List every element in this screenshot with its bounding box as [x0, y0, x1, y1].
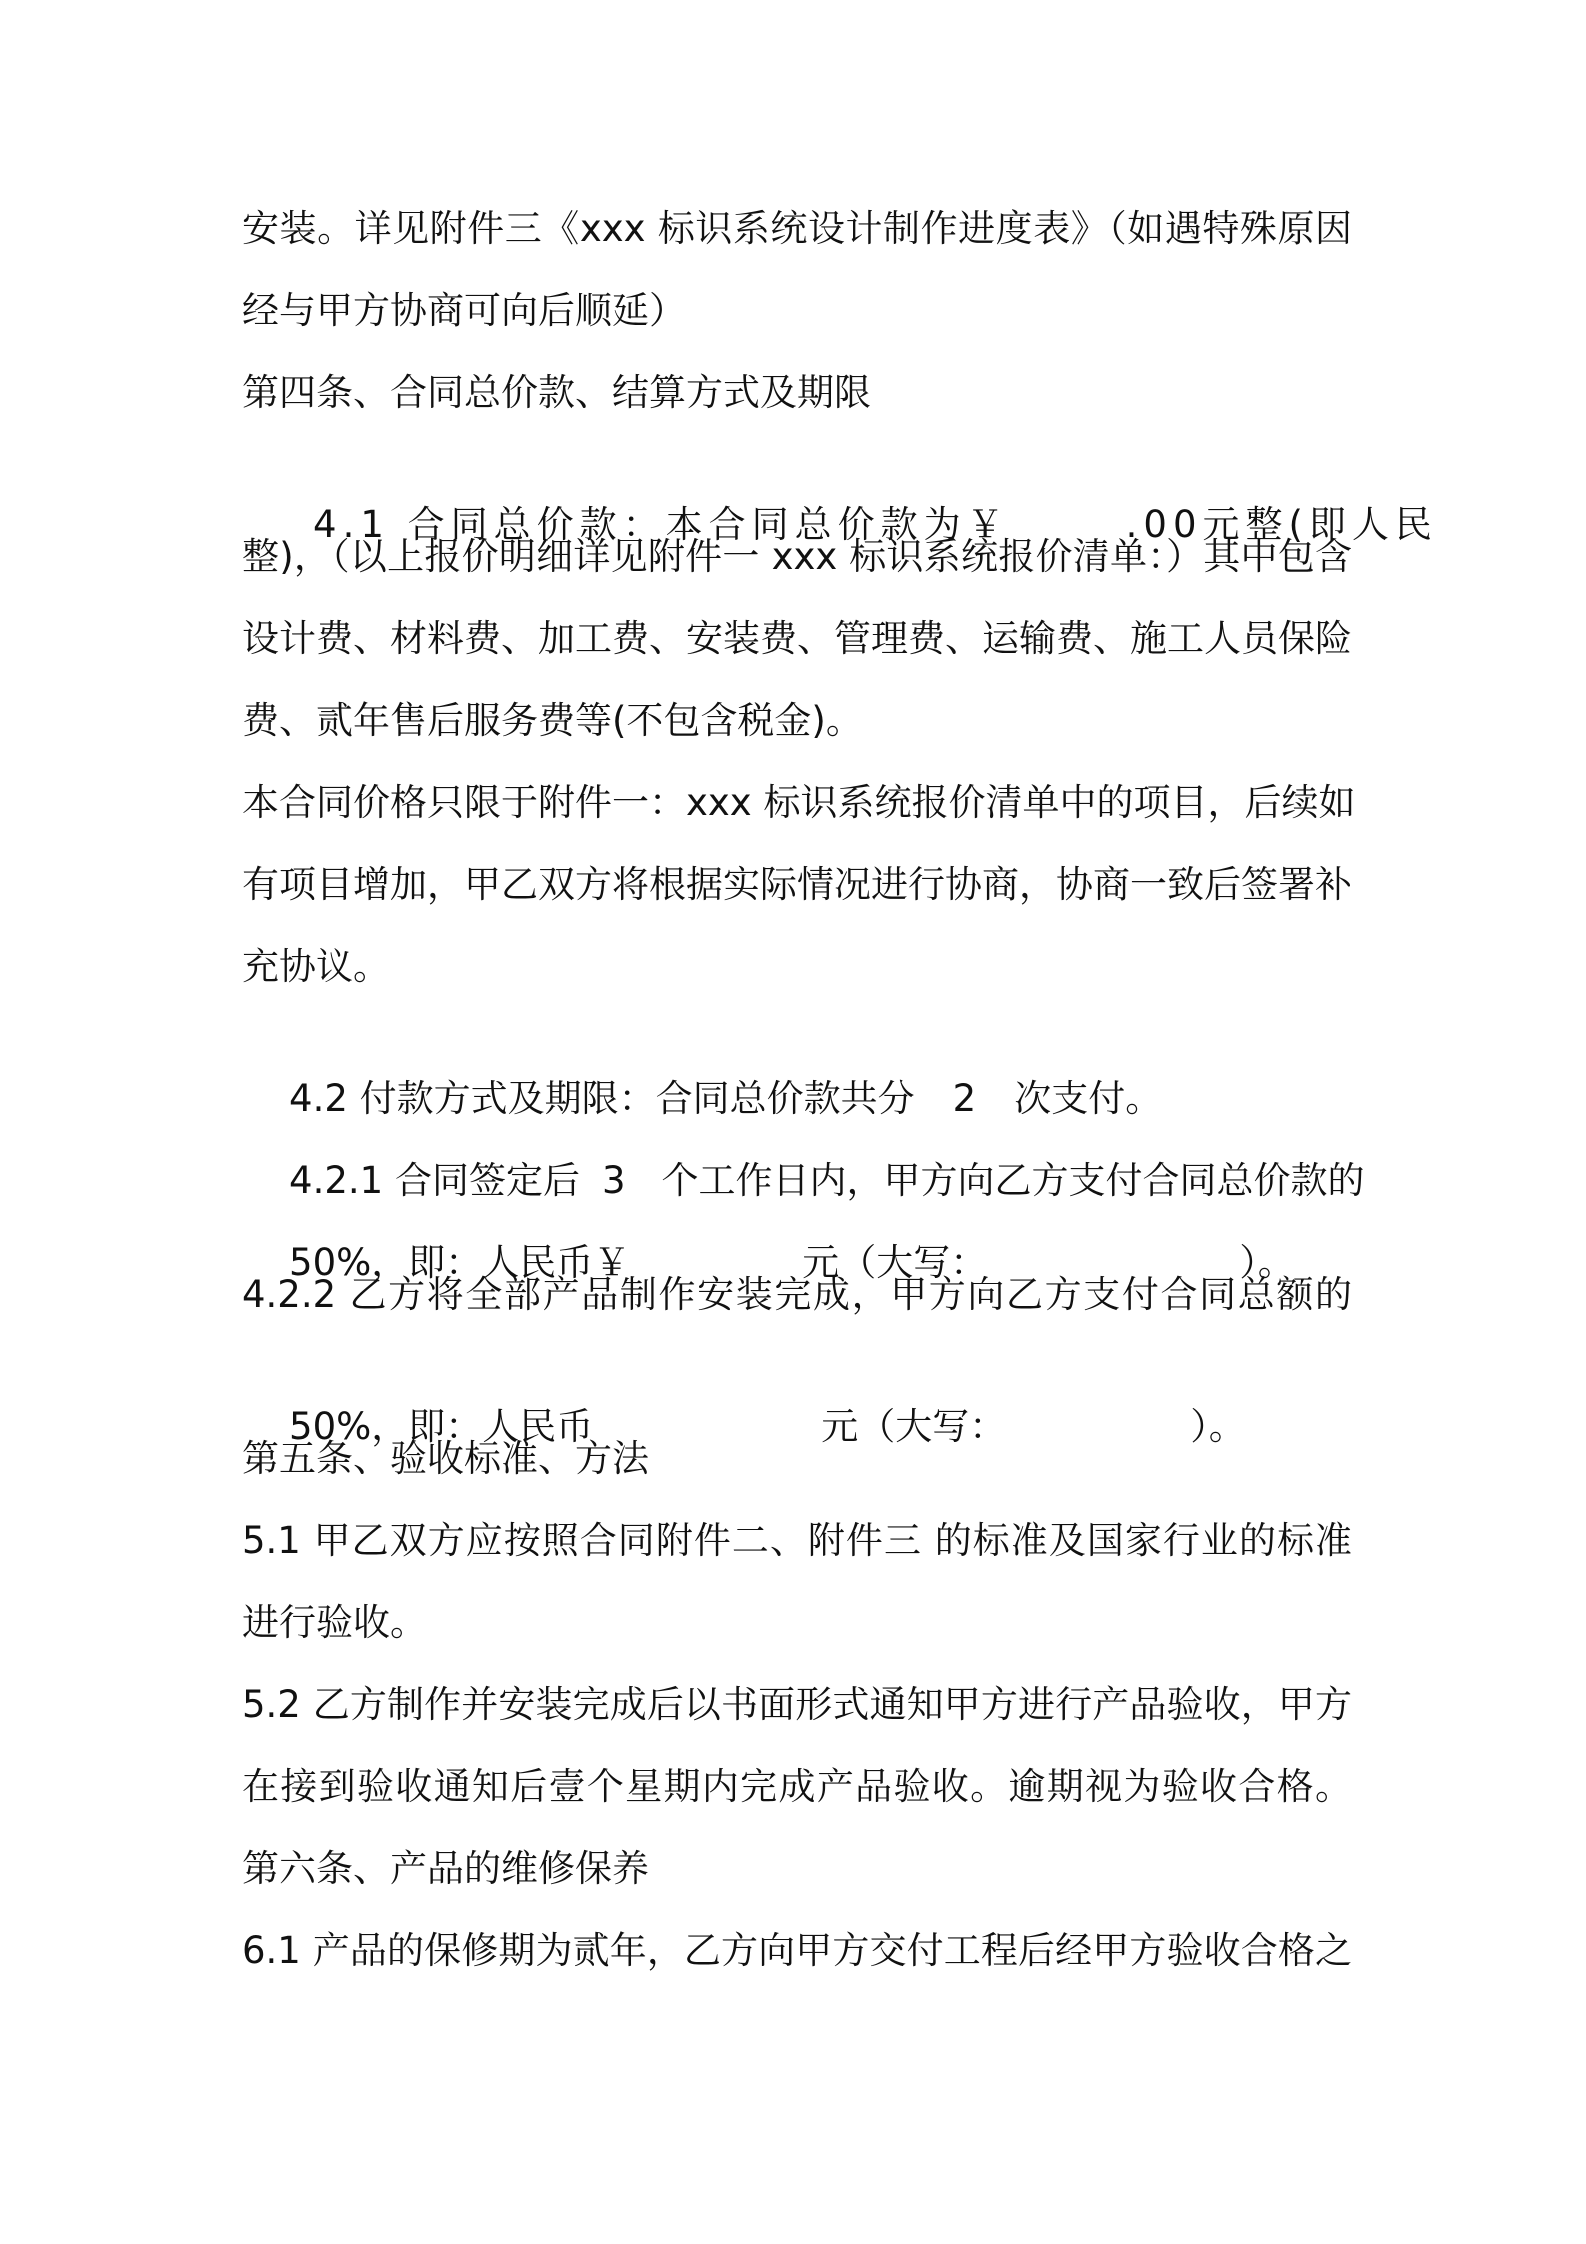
paragraph-line: 在接到验收通知后壹个星期内完成产品验收。逾期视为验收合格。 — [242, 1765, 1352, 1808]
first-payment-mid: 元（大写： — [802, 1241, 988, 1284]
clause-4-2-1-line — [242, 1106, 1365, 1202]
second-payment-label: 50%，即：人民币 — [289, 1405, 594, 1448]
clause-4-1-tail: .00元整(即人民 — [1125, 503, 1438, 546]
paragraph-line: 4.2.2 乙方将全部产品制作安装完成，甲方向乙方支付合同总额的 — [242, 1273, 1352, 1316]
first-payment-tail: ）。 — [1239, 1241, 1295, 1284]
second-payment-line — [242, 1352, 1246, 1448]
section-heading: 第六条、产品的维修保养 — [242, 1847, 649, 1890]
paragraph-line: 充协议。 — [242, 945, 390, 988]
clause-4-2-label: 4.2 付款方式及期限：合同总价款共分 — [289, 1077, 915, 1120]
paragraph-line: 6.1 产品的保修期为贰年，乙方向甲方交付工程后经甲方验收合格之 — [242, 1929, 1352, 1972]
clause-4-1-line — [242, 450, 1438, 546]
paragraph-line: 费、贰年售后服务费等(不包含税金)。 — [242, 699, 863, 742]
payment-count: 2 — [952, 1077, 977, 1120]
first-payment-line — [242, 1188, 1295, 1284]
first-payment-label: 50%，即：人民币￥ — [289, 1241, 631, 1284]
section-heading: 第五条、验收标准、方法 — [242, 1437, 649, 1480]
working-days: 3 — [601, 1159, 626, 1202]
paragraph-line: 本合同价格只限于附件一：xxx 标识系统报价清单中的项目，后续如 — [242, 781, 1356, 824]
second-payment-tail: ）。 — [1190, 1405, 1246, 1448]
paragraph-line: 5.1 甲乙双方应按照合同附件二、附件三 的标准及国家行业的标准 — [242, 1519, 1352, 1562]
clause-4-1-label: 4.1 合同总价款：本合同总价款为￥ — [313, 503, 1010, 546]
paragraph-line: 有项目增加，甲乙双方将根据实际情况进行协商，协商一致后签署补 — [242, 863, 1352, 906]
paragraph-line: 安装。详见附件三《xxx 标识系统设计制作进度表》（如遇特殊原因 — [242, 207, 1352, 250]
paragraph-line: 设计费、材料费、加工费、安装费、管理费、运输费、施工人员保险 — [242, 617, 1352, 660]
second-payment-mid: 元（大写： — [821, 1405, 1007, 1448]
paragraph-line: 经与甲方协商可向后顺延） — [242, 289, 686, 332]
section-heading: 第四条、合同总价款、结算方式及期限 — [242, 371, 871, 414]
paragraph-line: 整)，（以上报价明细详见附件一 xxx 标识系统报价清单：）其中包含 — [242, 535, 1352, 578]
paragraph-line: 5.2 乙方制作并安装完成后以书面形式通知甲方进行产品验收，甲方 — [242, 1683, 1352, 1726]
clause-4-2-line — [242, 1024, 1163, 1120]
clause-4-2-1-label: 4.2.1 合同签定后 — [289, 1159, 580, 1202]
paragraph-line: 进行验收。 — [242, 1601, 427, 1644]
clause-4-2-1-tail: 个工作日内，甲方向乙方支付合同总价款的 — [661, 1159, 1365, 1202]
clause-4-2-tail: 次支付。 — [1014, 1077, 1163, 1120]
